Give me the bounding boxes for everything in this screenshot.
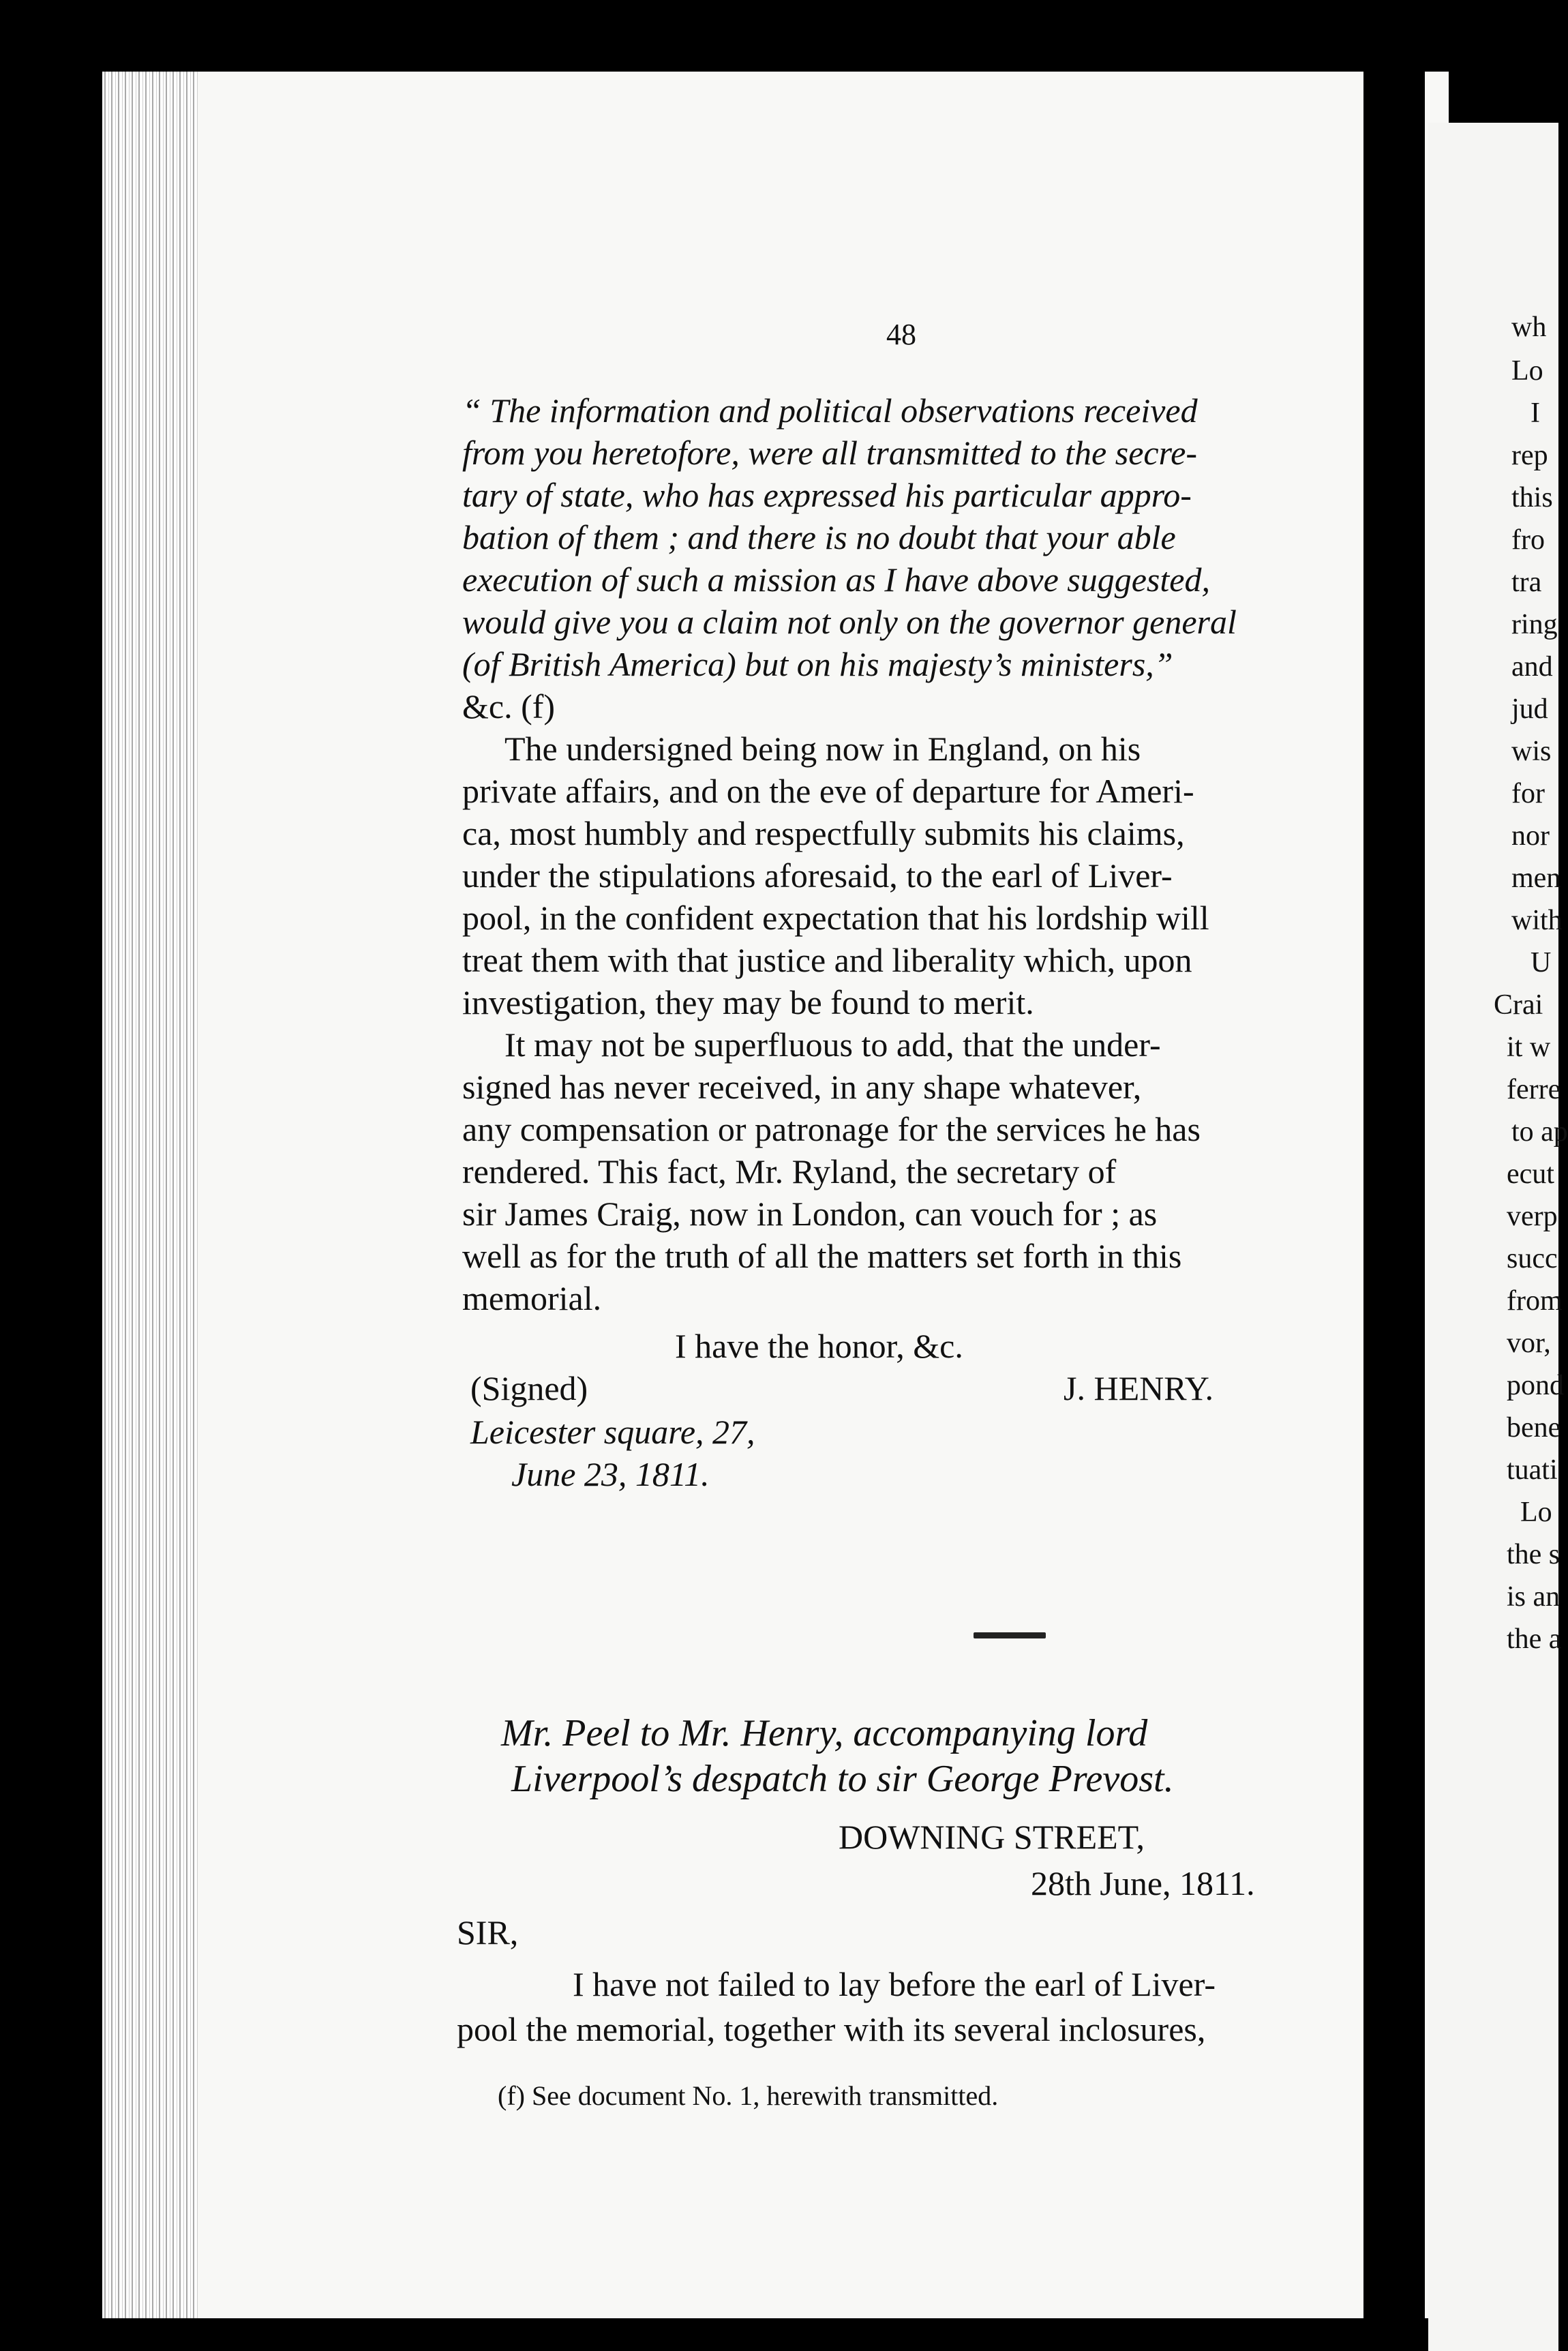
opposite-fragment: with (1511, 905, 1563, 936)
footnote: (f) See document No. 1, herewith transmitted. (498, 2080, 999, 2111)
opposite-fragment: men (1511, 863, 1561, 894)
quote-line: execution of such a mission as I have above suggested, (462, 560, 1210, 599)
opposite-fragment: for (1511, 778, 1545, 809)
paragraph-line: rendered. This fact, Mr. Ryland, the secretary of (462, 1152, 1117, 1191)
paragraph-line: any compensation or patronage for the services he has (462, 1110, 1201, 1148)
opposite-page-fragment (1428, 123, 1568, 2351)
opposite-fragment: Lo (1520, 1497, 1552, 1528)
paragraph-line: pool, in the confident expectation that his lordship will (462, 899, 1209, 937)
letter-body-line: I have not failed to lay before the earl of Liver- (573, 1965, 1216, 2003)
opposite-fragment: fro (1511, 524, 1545, 556)
quote-line: tary of state, who has expressed his particular appro- (462, 476, 1192, 514)
opposite-fragment: and (1511, 651, 1553, 683)
opposite-fragment: vor, (1507, 1328, 1551, 1359)
page-number: 48 (886, 318, 916, 351)
opposite-fragment: wis (1511, 736, 1552, 767)
letter-heading: Liverpool’s despatch to sir George Prevost. (511, 1758, 1174, 1800)
quote-line: “ The information and political observations received (462, 391, 1198, 430)
page-gap (1363, 0, 1425, 2351)
opposite-fragment: ferre (1507, 1074, 1561, 1105)
quote-line: would give you a claim not only on the governor general (462, 603, 1237, 641)
section-divider (974, 1632, 1046, 1638)
opposite-fragment: ecut (1507, 1158, 1554, 1190)
opposite-fragment: is an (1507, 1581, 1561, 1613)
quote-end: &c. (f) (462, 687, 556, 725)
letter-body-line: pool the memorial, together with its several inclosures, (457, 2010, 1206, 2048)
opposite-fragment: it w (1507, 1032, 1551, 1063)
paragraph-line: treat them with that justice and liberality which, upon (462, 941, 1192, 979)
opposite-fragment: verp (1507, 1201, 1558, 1232)
opposite-fragment: Lo (1511, 355, 1543, 387)
paragraph-line: ca, most humbly and respectfully submits his claims, (462, 814, 1185, 852)
paragraph-line: private affairs, and on the eve of departure for Ameri- (462, 772, 1194, 810)
opposite-fragment: wh (1511, 312, 1547, 343)
paragraph-line: signed has never received, in any shape whatever, (462, 1068, 1142, 1106)
opposite-fragment: succ (1507, 1243, 1558, 1274)
opposite-fragment: tuati (1507, 1454, 1558, 1486)
signed-label: (Signed) (470, 1369, 588, 1407)
signing-place: Leicester square, 27, (470, 1413, 755, 1451)
opposite-fragment: pond (1507, 1370, 1564, 1401)
paragraph-line: well as for the truth of all the matters set forth in this (462, 1237, 1182, 1275)
opposite-fragment: ring (1511, 609, 1558, 640)
opposite-fragment: jud (1511, 693, 1548, 725)
opposite-fragment: this (1511, 482, 1553, 513)
paragraph-line: The undersigned being now in England, on his (504, 730, 1141, 768)
salutation: SIR, (457, 1913, 519, 1951)
paragraph-line: memorial. (462, 1279, 602, 1317)
opposite-fragment: I (1531, 398, 1540, 429)
opposite-fragment: U (1531, 947, 1552, 978)
quote-line: bation of them ; and there is no doubt that your able (462, 518, 1176, 556)
signature: J. HENRY. (1064, 1369, 1213, 1407)
signing-date: June 23, 1811. (511, 1455, 710, 1493)
paragraph-line: under the stipulations aforesaid, to the earl of Liver- (462, 856, 1173, 895)
quote-line: from you heretofore, were all transmitted to the secre- (462, 434, 1198, 472)
letter-date: 28th June, 1811. (1031, 1864, 1255, 1902)
paragraph-line: It may not be superfluous to add, that the under- (504, 1025, 1161, 1064)
opposite-fragment: nor (1511, 820, 1550, 852)
page-edge-gutter (102, 72, 198, 2318)
opposite-fragment: bene (1507, 1412, 1561, 1443)
book-page (102, 72, 1449, 2318)
paragraph-line: sir James Craig, now in London, can vouch for ; as (462, 1195, 1158, 1233)
opposite-fragment: to ap (1511, 1116, 1568, 1148)
opposite-fragment: Crai (1494, 989, 1543, 1021)
closing-line: I have the honor, &c. (675, 1327, 963, 1365)
opposite-fragment: rep (1511, 440, 1548, 471)
letter-heading: Mr. Peel to Mr. Henry, accompanying lord (501, 1712, 1148, 1754)
opposite-fragment: tra (1511, 567, 1542, 598)
opposite-fragment: the s (1507, 1539, 1561, 1570)
quote-line: (of British America) but on his majesty’s ministers,” (462, 645, 1173, 683)
opposite-fragment: from (1507, 1285, 1563, 1317)
paragraph-line: investigation, they may be found to merit. (462, 983, 1034, 1021)
opposite-fragment: the a (1507, 1623, 1562, 1655)
letter-address: DOWNING STREET, (839, 1818, 1145, 1856)
